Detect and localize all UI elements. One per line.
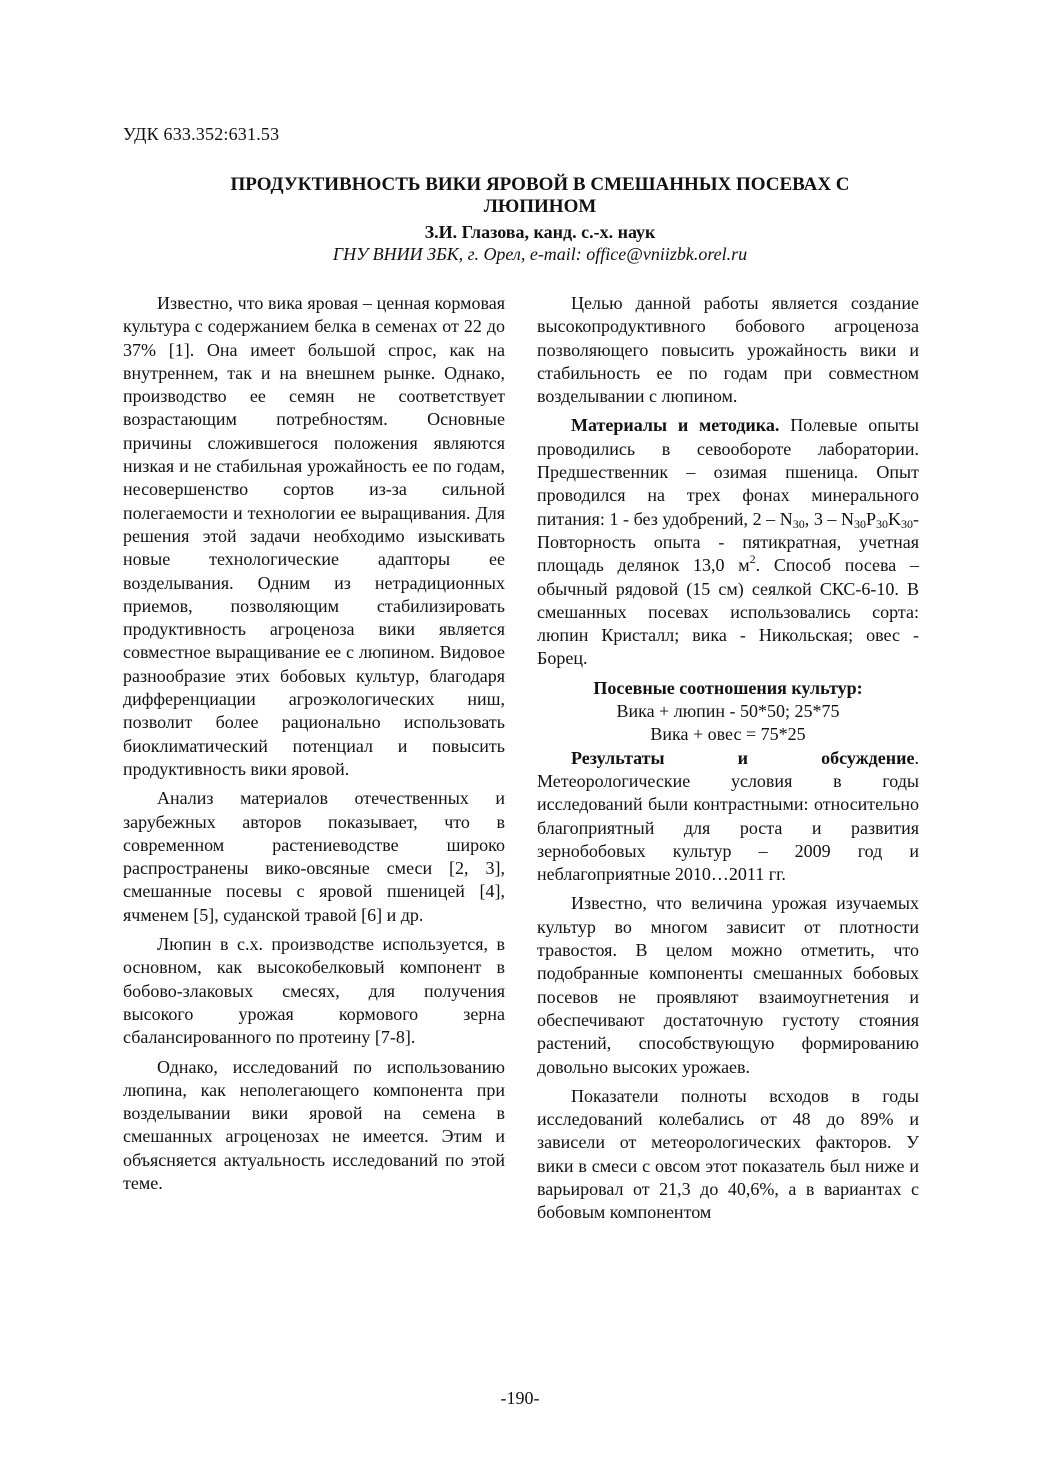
methods-text-d: . Способ посева – обычный рядовой (15 см) сеялкой СКС-6-10. В смешанных посевах использовались сорта: люпин Кристалл; вика - Никольская; овес - Борец.	[537, 555, 919, 669]
results-paragraph	[537, 747, 919, 887]
methods-text-c: - Повторность опыта - пятикратная, учетная площадь делянок 13,0 м	[537, 508, 919, 576]
k-letter: K	[888, 508, 901, 529]
udk-code: УДК 633.352:631.53	[123, 124, 280, 144]
left-column	[123, 292, 505, 1201]
affiliation-line: ГНУ ВНИИ ЗБК, г. Орел, e-mail: office@vniizbk.orel.ru	[332, 244, 748, 264]
methods-text-b: , 3 – N	[804, 508, 854, 529]
title-line-2: ЛЮПИНОМ	[483, 196, 597, 217]
methods-paragraph	[537, 414, 919, 670]
k30-subscript: 30	[901, 516, 913, 531]
left-paragraph-4: Однако, исследований по использованию люпина, как неполегающего компонента при возделывании вики яровой на семена в смешанных агроценозах не имеется. Этим и объясняется актуальность исследований по этой теме.	[123, 1056, 505, 1193]
n30-subscript-b: 30	[853, 516, 866, 531]
right-column	[537, 292, 919, 1231]
p30-subscript: 30	[876, 516, 888, 531]
author-line: З.И. Глазова, канд. с.-х. наук	[424, 222, 656, 242]
n30-subscript-a: 30	[792, 516, 805, 531]
ratio-line-1: Вика + люпин - 50*50; 25*75	[616, 701, 840, 722]
right-paragraph-1: Целью данной работы является создание высокопродуктивного бобового агроценоза позволяющего повысить урожайность вики и стабильность ее по годам при совместном возделывании с люпином.	[537, 293, 919, 407]
article-title	[150, 174, 930, 218]
right-paragraph-4: Известно, что величина урожая изучаемых культур во многом зависит от плотности травостоя. В целом можно отметить, что подобранные компоненты смешанных бобовых посевов не проявляют взаимоугнетения и обеспечивают достаточную густоту стояния растений, способствующую формированию довольно высоких урожаев.	[537, 893, 919, 1077]
results-label: Результаты и обсуждение	[571, 747, 915, 768]
left-paragraph-2: Анализ материалов отечественных и зарубежных авторов показывает, что в современном растениеводстве широко распространены вико-овсяные смеси [2, 3], смешанные посевы с яровой пшеницей [4], ячменем [5], суданской травой [6] и др.	[123, 788, 505, 925]
methods-text-a: Полевые опыты проводились в севообороте лаборатории. Предшественник – озимая пшеница. Опыт проводился на трех фонах минерального питания: 1 - без удобрений, 2 – N	[537, 415, 919, 529]
p-letter: P	[865, 508, 876, 529]
methods-label: Материалы и методика.	[571, 415, 780, 436]
ratios-heading: Посевные соотношения культур:	[593, 677, 863, 698]
right-paragraph-5: Показатели полноты всходов в годы исследований колебались от 48 до 89% и зависели от метеорологических факторов. У вики в смеси с овсом этот показатель был ниже и варьировал от 21,3 до 40,6%, а в вариантах с бобовым компонентом	[537, 1085, 919, 1223]
left-paragraph-3: Люпин в с.х. производстве используется, в основном, как высокобелковый компонент в бобово-злаковых смесях, для получения высокого урожая кормового зерна сбалансированного по протеину [7-8].	[123, 934, 505, 1048]
results-text: . Метеорологические условия в годы исследований были контрастными: относительно благоприятный для роста и развития зернобобовых культур – 2009 год и неблагоприятные 2010…2011 гг.	[537, 747, 919, 885]
left-paragraph-1: Известно, что вика яровая – ценная кормовая культура с содержанием белка в семенах от 22 до 37% [1]. Она имеет большой спрос, как на внутреннем, так и на внешнем рынке. Однако, производство ее семян не соответствует возрастающим потребностям. Основные причины сложившегося положения являются низкая и не стабильная урожайность ее по годам, несовершенство сортов из-за сильной полегаемости и технологии ее выращивания. Для решения этой задачи необходимо изыскивать новые технологические адапторы ее возделывания. Одним из нетрадиционных приемов, позволяющим стабилизировать продуктивность агроценоза вики является совместное выращивание ее с люпином. Видовое разнообразие этих бобовых культур, благодаря дифференциации агроэкологических ниш, позволит более рационально использовать биоклиматический потенциал и повысить продуктивность вики яровой.	[123, 293, 505, 779]
page-number: -190-	[500, 1388, 540, 1408]
m2-superscript: 2	[749, 552, 756, 567]
ratio-line-2: Вика + овес = 75*25	[650, 724, 806, 745]
title-line-1: ПРОДУКТИВНОСТЬ ВИКИ ЯРОВОЙ В СМЕШАННЫХ ПОСЕВАХ С	[230, 174, 850, 195]
